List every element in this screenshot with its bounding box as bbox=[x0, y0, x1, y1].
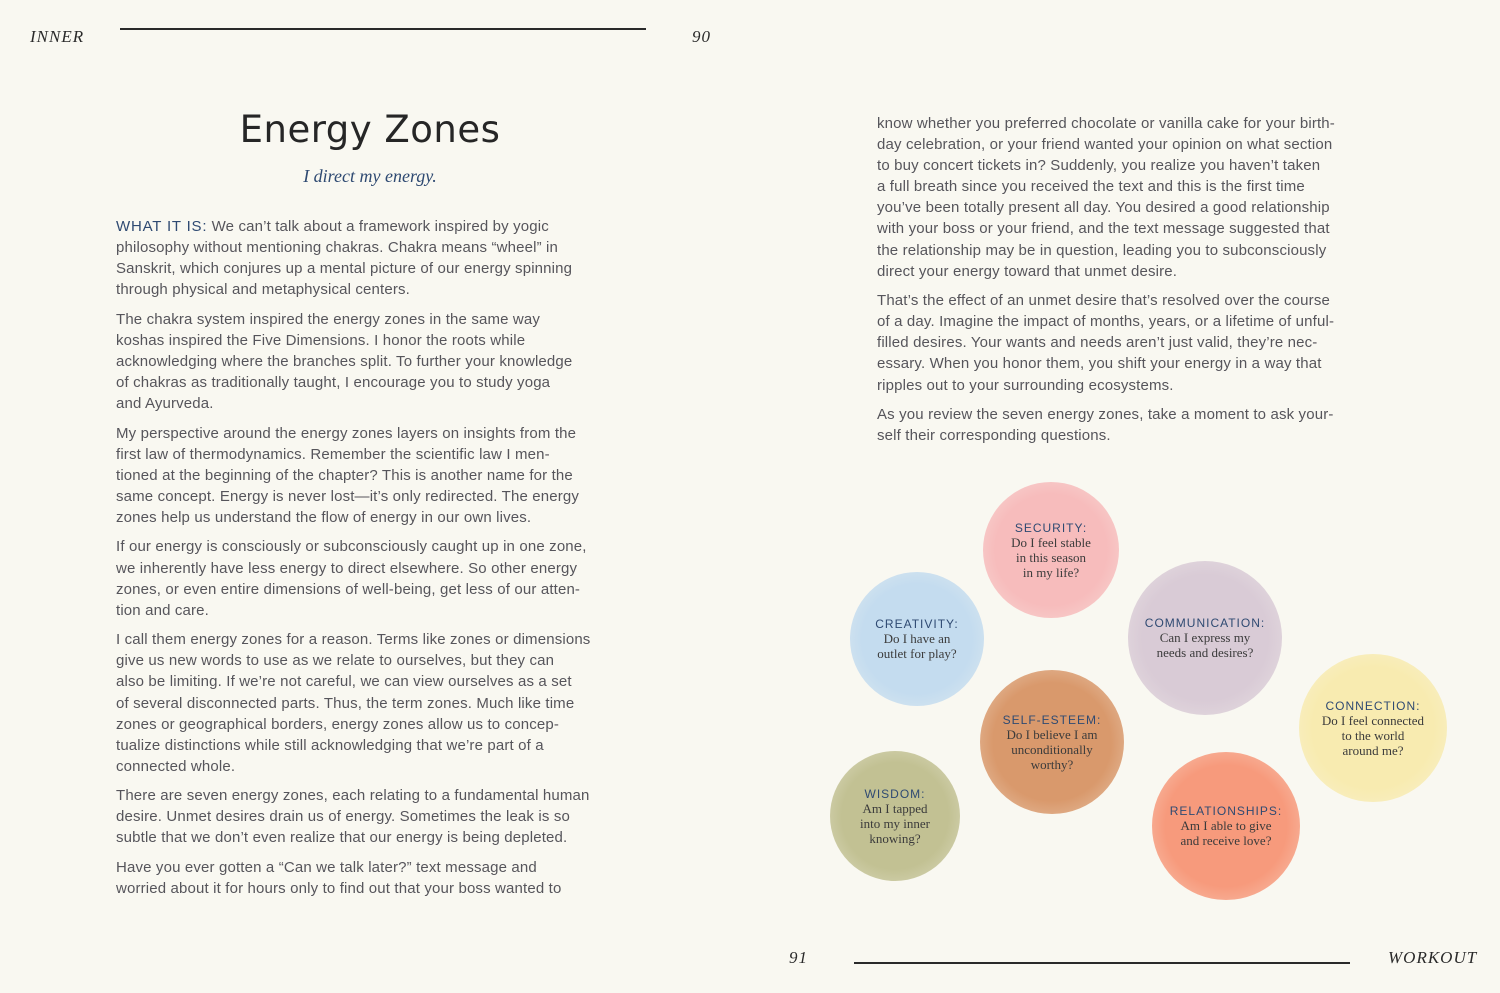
left-column-body bbox=[116, 216, 626, 908]
zone-wisdom-question: Am I tapped into my inner knowing? bbox=[859, 800, 931, 846]
paragraph-review-zones: As you review the seven energy zones, take a moment to ask your- self their corresponding questions. bbox=[877, 406, 1334, 445]
page-subtitle: I direct my energy. bbox=[303, 166, 437, 186]
right-column-body bbox=[877, 113, 1387, 455]
paragraph-chakra-system: The chakra system inspired the energy zones in the same way koshas inspired the Five Dimensions. I honor the roots while acknowledging where the branches split. To further your knowledge of chakras as traditionally taught, I encourage you to study yoga and Ayurveda. bbox=[116, 310, 573, 413]
zone-communication-label: COMMUNICATION: bbox=[1144, 616, 1266, 630]
zone-creativity-question: Do I have an outlet for play? bbox=[877, 631, 957, 661]
zone-relationships-question: Am I able to give and receive love? bbox=[1180, 818, 1272, 848]
zone-security-question: Do I feel stable in this season in my life? bbox=[1011, 534, 1091, 580]
zone-communication-question: Can I express my needs and desires? bbox=[1156, 630, 1254, 660]
paragraph-thermodynamics: My perspective around the energy zones layers on insights from the first law of thermodynamics. Remember the scientific law I men- tioned at the beginning of the chapter? This is another name for the same concept. Energy is never lost—it’s only redirected. The energy zones help us understand the flow of energy in our own lives. bbox=[116, 424, 580, 526]
header-rule bbox=[120, 28, 646, 30]
zone-communication-bubble bbox=[1128, 561, 1282, 715]
page-number-left: 90 bbox=[692, 27, 711, 46]
paragraph-seven-zones: There are seven energy zones, each relating to a fundamental human desire. Unmet desires drain us of energy. Sometimes the leak is so subtle that we don’t even realize that our energy is being depleted. bbox=[116, 787, 590, 847]
zone-security-bubble bbox=[983, 482, 1119, 618]
paragraph-unmet-desire: That’s the effect of an unmet desire that’s resolved over the course of a day. Imagine the impact of months, years, or a lifetime of unful- filled desires. Your wants and needs aren’t just valid, they’re nec- essary. When you honor them, you shift your energy in a way that ripples out to your surrounding ecosystems. bbox=[877, 292, 1335, 394]
what-it-is-label: WHAT IT IS: bbox=[116, 218, 208, 235]
paragraph-what-it-is: WHAT IT IS: We can’t talk about a framework inspired by yogic philosophy without mentioning chakras. Chakra means “wheel” in Sanskrit, which conjures up a mental picture of our energy spinning through physical and metaphysical centers. bbox=[116, 218, 573, 299]
zone-self-esteem-label: SELF-ESTEEM: bbox=[1002, 712, 1102, 727]
zone-self-esteem-bubble bbox=[980, 670, 1124, 814]
zone-creativity-label: CREATIVITY: bbox=[875, 617, 959, 631]
zone-wisdom-label: WISDOM: bbox=[864, 786, 926, 801]
zone-relationships-bubble bbox=[1152, 752, 1300, 900]
running-footer-right: WORKOUT bbox=[1388, 948, 1478, 967]
zone-connection-bubble bbox=[1299, 654, 1447, 802]
zone-self-esteem-question: Do I believe I am unconditionally worthy? bbox=[1006, 726, 1098, 772]
paragraph-continued: know whether you preferred chocolate or vanilla cake for your birth- day celebration, or your friend wanted your opinion on what section to buy concert tickets in? Suddenly, you realize you haven’t taken a full breath since you received the text and this is the first time you’ve been totally present all day. You desired a good relationship with your boss or your friend, and the text message suggested that the relationship may be in question, leading you to subconsciously direct your energy toward that unmet desire. bbox=[877, 115, 1335, 280]
zone-connection-label: CONNECTION: bbox=[1325, 698, 1421, 713]
zone-connection-question: Do I feel connected to the world around me? bbox=[1321, 712, 1425, 758]
footer-rule bbox=[854, 962, 1350, 964]
running-header-left: INNER bbox=[30, 27, 85, 46]
zone-relationships-label: RELATIONSHIPS: bbox=[1169, 804, 1283, 818]
zone-creativity-bubble bbox=[850, 572, 984, 706]
paragraph-text-message: Have you ever gotten a “Can we talk later?” text message and worried about it for hours only to find out that your boss wanted to bbox=[116, 858, 562, 898]
page-number-right: 91 bbox=[789, 948, 808, 967]
page-title: Energy Zones bbox=[239, 108, 501, 151]
paragraph-terms: I call them energy zones for a reason. Terms like zones or dimensions give us new words to use as we relate to ourselves, but they can also be limiting. If we’re not careful, we can view ourselves as a set of several disconnected parts. Thus, the term zones. Much like time zones or geographical borders, energy zones allow us to concep- tualize distinctions while still acknowledging that we’re part of a connected whole. bbox=[116, 631, 591, 775]
zone-security-label: SECURITY: bbox=[1014, 520, 1088, 535]
paragraph-caught-up: If our energy is consciously or subconsciously caught up in one zone, we inherently have less energy to direct elsewhere. So other energy zones, or even entire dimensions of well-being, get less of our atten- tion and care. bbox=[116, 538, 587, 619]
zone-wisdom-bubble bbox=[830, 751, 960, 881]
